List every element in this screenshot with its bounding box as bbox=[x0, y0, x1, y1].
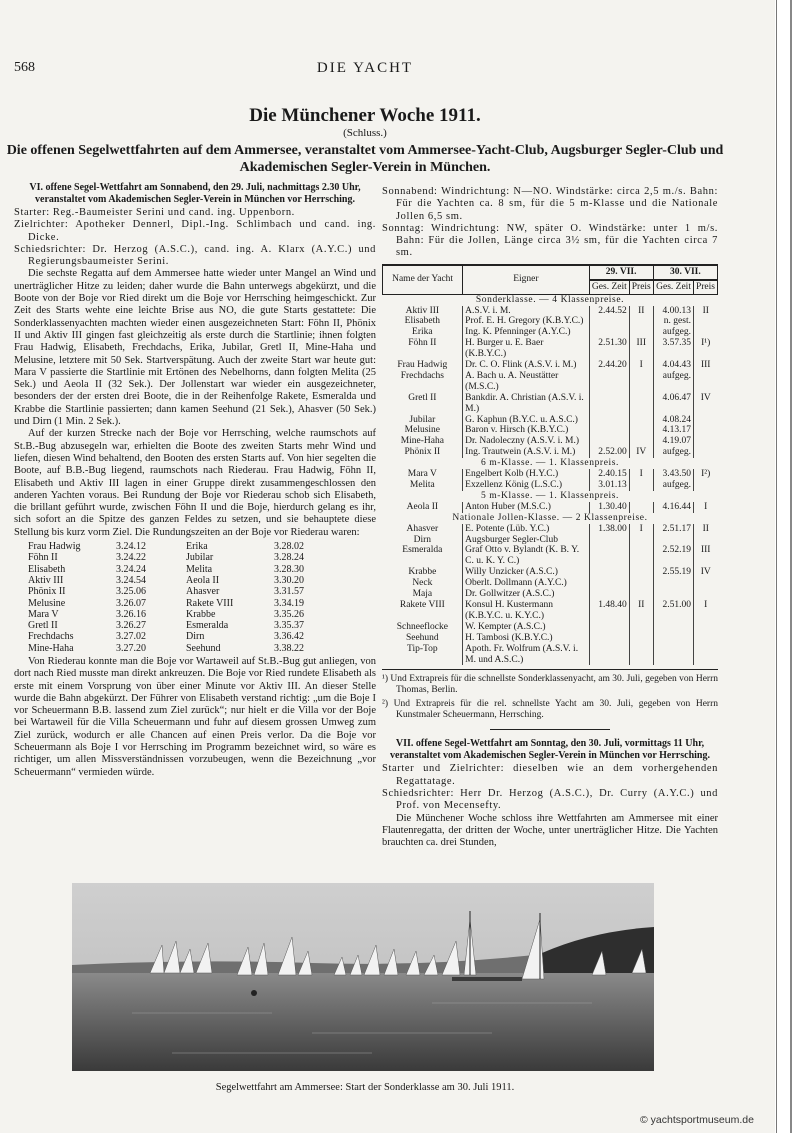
time-30-jul: aufgeg. bbox=[653, 371, 693, 393]
watermark: © yachtsportmuseum.de bbox=[640, 1114, 754, 1126]
col-header-date: 29. VII. bbox=[589, 265, 653, 280]
time-29-jul: 1.38.00 bbox=[589, 524, 629, 535]
prize-29-jul: I bbox=[629, 524, 653, 535]
time-29-jul bbox=[589, 622, 629, 633]
result-row bbox=[383, 327, 718, 338]
time-29-jul bbox=[589, 545, 629, 567]
yacht-name: Jubilar bbox=[186, 552, 214, 564]
time-30-jul: 2.52.19 bbox=[653, 545, 693, 567]
time-30-jul: 3.57.35 bbox=[653, 338, 693, 360]
result-row bbox=[383, 480, 718, 491]
result-row bbox=[383, 425, 718, 436]
prize-30-jul: IV bbox=[693, 567, 717, 578]
result-row bbox=[383, 545, 718, 567]
result-row bbox=[383, 469, 718, 480]
owner: Apoth. Fr. Wolfrum (A.S.V. i. M. und A.S.C.) bbox=[463, 644, 589, 666]
paragraph: Die Münchener Woche schloss ihre Wettfahrten am Ammersee mit einer Flautenregatta, der dritten der Woche, unter unerträglicher Hitze. Die Yachten brauchten ca. drei Stunden, bbox=[382, 812, 718, 849]
prize-30-jul: III bbox=[693, 545, 717, 567]
zielrichter-line: Zielrichter: Apotheker Dennerl, Dipl.-Ing. Schlimbach und cand. ing. Dicke. bbox=[14, 219, 376, 243]
time-29-jul bbox=[589, 567, 629, 578]
rounding-row bbox=[28, 564, 344, 575]
result-row bbox=[383, 393, 718, 415]
result-row bbox=[383, 447, 718, 458]
sailboats-image bbox=[72, 883, 654, 1071]
owner: Dr. Gollwitzer (A.S.C.) bbox=[463, 589, 589, 600]
owner: H. Burger u. E. Baer (K.B.Y.C.) bbox=[463, 338, 589, 360]
prize-29-jul: III bbox=[629, 338, 653, 360]
time-29-jul: 1.48.40 bbox=[589, 600, 629, 622]
prize-30-jul bbox=[693, 447, 717, 458]
rounding-row bbox=[28, 643, 344, 654]
yacht-name: Aeola II bbox=[406, 501, 439, 512]
col-header-owner: Eigner bbox=[463, 265, 589, 294]
yacht-name: Esmeralda bbox=[402, 545, 443, 556]
time-29-jul: 2.51.30 bbox=[589, 338, 629, 360]
result-row bbox=[383, 338, 718, 360]
prize-29-jul: IV bbox=[629, 447, 653, 458]
time-29-jul bbox=[589, 371, 629, 393]
rounding-time: 3.34.19 bbox=[274, 597, 304, 609]
yacht-name: Seehund bbox=[405, 632, 439, 643]
yacht-name: Rakete VIII bbox=[399, 599, 445, 610]
rounding-time: 3.28.24 bbox=[274, 552, 304, 564]
race-heading: VI. offene Segel-Wettfahrt am Sonnabend, den 29. Juli, nachmittags 2.30 Uhr, veranstaltet vom Akademischen Segler-Verein in München vor Herrsching. bbox=[29, 182, 361, 205]
rounding-row bbox=[28, 575, 344, 586]
prize-30-jul bbox=[693, 436, 717, 447]
result-row bbox=[383, 415, 718, 426]
prize-29-jul: I bbox=[629, 469, 653, 480]
starter-line: Starter: Reg.-Baumeister Serini und cand. ing. Uppenborn. bbox=[14, 207, 295, 218]
rounding-time: 3.31.57 bbox=[274, 586, 304, 598]
yacht-name: Dirn bbox=[186, 631, 205, 643]
regatta-photo bbox=[72, 883, 654, 1071]
time-30-jul: aufgeg. bbox=[653, 327, 693, 338]
time-30-jul: 4.00.13 bbox=[653, 306, 693, 317]
time-30-jul bbox=[653, 622, 693, 633]
running-head: DIE YACHT bbox=[316, 60, 414, 76]
prize-29-jul bbox=[629, 578, 653, 589]
footnote: ¹) Und Extrapreis für die schnellste Sonderklassenyacht, am 30. Juli, gegeben von Herrn Thomas, Berlin. bbox=[382, 674, 718, 696]
result-row bbox=[383, 633, 718, 644]
yacht-name: Elisabeth bbox=[28, 563, 66, 575]
prize-30-jul: III bbox=[693, 360, 717, 371]
prize-29-jul bbox=[629, 589, 653, 600]
yacht-name: Neck bbox=[412, 578, 433, 589]
article-title: Die Münchener Woche 1911. bbox=[249, 105, 481, 126]
owner: Konsul H. Kustermann (K.B.Y.C. u. K.Y.C.) bbox=[463, 600, 589, 622]
time-29-jul bbox=[589, 415, 629, 426]
divider bbox=[382, 669, 718, 670]
yacht-name: Maja bbox=[412, 589, 433, 600]
prize-29-jul bbox=[629, 393, 653, 415]
rounding-time: 3.26.27 bbox=[116, 620, 146, 632]
rounding-time: 3.28.02 bbox=[274, 541, 304, 553]
prize-30-jul: I¹) bbox=[693, 338, 717, 360]
prize-30-jul: II bbox=[693, 524, 717, 535]
class-heading-row bbox=[383, 491, 718, 502]
yacht-name: Melita bbox=[186, 563, 213, 575]
results-table bbox=[382, 264, 718, 666]
time-30-jul bbox=[653, 578, 693, 589]
time-29-jul bbox=[589, 578, 629, 589]
time-30-jul: 4.19.07 bbox=[653, 436, 693, 447]
time-30-jul: 4.04.43 bbox=[653, 360, 693, 371]
time-29-jul bbox=[589, 644, 629, 666]
right-column bbox=[382, 186, 718, 849]
rounding-time: 3.27.02 bbox=[116, 631, 146, 643]
class-heading: Sonderklasse. — 4 Klassenpreise. bbox=[475, 294, 625, 305]
time-29-jul bbox=[589, 393, 629, 415]
time-30-jul: 4.06.47 bbox=[653, 393, 693, 415]
owner: W. Kempter (A.S.C.) bbox=[463, 622, 589, 633]
time-30-jul: 4.13.17 bbox=[653, 425, 693, 436]
yacht-name: Frechdachs bbox=[400, 370, 444, 381]
paragraph: Auf der kurzen Strecke nach der Boje vor Herrsching, welche raumschots auf St.B.-Bug abzusegeln war, erhielten die Boote des zweiten Starts mehr Wind und liefen, diesen Wind behaltend, den Booten des ersten Starts auf. Von hier segelten die Boote, auf B.B.-Bug liegend, raumschots nach Riederau. Frau Hadwig, Föhn II, Elisabeth und Aktiv III lagen in einer Gruppe direkt zusammengeschlossen den anderen Yachten voraus. Bei Rundung der Boje vor Riederau schob sich Elisabeth, die brillant geführt wurde, zwischen Föhn II und die Boje, hierdurch gelang es ihr, sich sofort an die Spitze des ganzen Feldes zu setzen, und sie behauptete diese Stellung bis kurz vorm Ziel. Die Rundungszeiten an der Boje vor Riederau waren: bbox=[14, 428, 376, 538]
prize-30-jul bbox=[693, 589, 717, 600]
divider bbox=[490, 729, 610, 730]
time-30-jul: aufgeg. bbox=[653, 447, 693, 458]
time-30-jul: 2.51.17 bbox=[653, 524, 693, 535]
time-29-jul bbox=[589, 316, 629, 327]
time-29-jul bbox=[589, 589, 629, 600]
owner: Ing. Trautwein (A.S.V. i. M.) bbox=[463, 447, 589, 458]
rounding-time: 3.24.24 bbox=[116, 563, 146, 575]
yacht-name: Mara V bbox=[28, 608, 59, 620]
prize-30-jul bbox=[693, 316, 717, 327]
yacht-name: Melusine bbox=[404, 425, 441, 436]
yacht-name: Elisabeth bbox=[404, 316, 441, 327]
prize-29-jul bbox=[629, 644, 653, 666]
time-29-jul: 2.44.20 bbox=[589, 360, 629, 371]
starter-line: Starter und Zielrichter: dieselben wie an dem vorhergehenden Regattatage. bbox=[382, 763, 718, 787]
owner: Ing. K. Pfenninger (A.Y.C.) bbox=[463, 327, 589, 338]
left-column bbox=[14, 182, 376, 779]
page-edge bbox=[776, 0, 777, 1133]
owner: Dr. Nadoleczny (A.S.V. i. M.) bbox=[463, 436, 589, 447]
prize-30-jul bbox=[693, 633, 717, 644]
time-30-jul: n. gest. bbox=[653, 316, 693, 327]
time-30-jul: 4.16.44 bbox=[653, 502, 693, 513]
result-row bbox=[383, 535, 718, 546]
yacht-name: Frechdachs bbox=[28, 631, 74, 643]
owner: Bankdir. A. Christian (A.S.V. i. M.) bbox=[463, 393, 589, 415]
result-row bbox=[383, 589, 718, 600]
rounding-row bbox=[28, 586, 344, 597]
prize-30-jul bbox=[693, 415, 717, 426]
article-subtitle: Die offenen Segelwettfahrten auf dem Ammersee, veranstaltet vom Ammersee-Yacht-Club, Augsburger Segler-Club und Akademischen Segler-Verein in München. bbox=[6, 143, 724, 175]
prize-29-jul bbox=[629, 415, 653, 426]
class-heading-row bbox=[383, 513, 718, 524]
prize-30-jul: I²) bbox=[693, 469, 717, 480]
rounding-time: 3.25.06 bbox=[116, 586, 146, 598]
prize-29-jul bbox=[629, 633, 653, 644]
time-30-jul bbox=[653, 644, 693, 666]
yacht-name: Phönix II bbox=[404, 447, 441, 458]
owner: H. Tambosi (K.B.Y.C.) bbox=[463, 633, 589, 644]
yacht-name: Föhn II bbox=[408, 338, 437, 349]
photo-caption: Segelwettfahrt am Ammersee: Start der Sonderklasse am 30. Juli 1911. bbox=[215, 1082, 515, 1093]
yacht-name: Erika bbox=[186, 541, 208, 553]
result-row bbox=[383, 600, 718, 622]
yacht-name: Frau Hadwig bbox=[397, 360, 448, 371]
class-heading: 6 m-Klasse. — 1. Klassenpreis. bbox=[480, 458, 620, 469]
yacht-name: Krabbe bbox=[186, 608, 216, 620]
schiedsrichter-line: Schiedsrichter: Dr. Herzog (A.S.C.), cand. ing. A. Klarx (A.Y.C.) und Regierungsbaumeister Serini. bbox=[14, 243, 376, 268]
yacht-name: Schneeflocke bbox=[396, 621, 448, 632]
result-row bbox=[383, 578, 718, 589]
yacht-name: Aktiv III bbox=[28, 574, 64, 586]
yacht-name: Tip-Top bbox=[407, 643, 438, 654]
yacht-name: Melusine bbox=[28, 597, 66, 609]
subtitle-note: (Schluss.) bbox=[343, 127, 387, 139]
schiedsrichter-line: Schiedsrichter: Herr Dr. Herzog (A.S.C.), Dr. Curry (A.Y.C.) und Prof. von Mecensefty. bbox=[382, 788, 718, 812]
rounding-time: 3.27.20 bbox=[116, 642, 146, 654]
wind-sonntag: Sonntag: Windrichtung: NW, später O. Windstärke: unter 1 m/s. Bahn: Für die Jollen, Länge circa 3½ sm, für die Yachten circa 7 sm. bbox=[382, 222, 718, 259]
rounding-time: 3.30.20 bbox=[274, 574, 304, 586]
prize-29-jul bbox=[629, 535, 653, 546]
owner: Exzellenz König (L.S.C.) bbox=[463, 480, 589, 491]
time-29-jul bbox=[589, 535, 629, 546]
time-30-jul: 2.55.19 bbox=[653, 567, 693, 578]
yacht-name: Mara V bbox=[407, 469, 437, 480]
rounding-time: 3.24.12 bbox=[116, 541, 146, 553]
prize-29-jul bbox=[629, 425, 653, 436]
prize-30-jul bbox=[693, 578, 717, 589]
class-heading: 5 m-Klasse. — 1. Klassenpreis. bbox=[480, 490, 620, 501]
rounding-time: 3.24.54 bbox=[116, 574, 146, 586]
owner: Augsburger Segler-Club bbox=[463, 535, 589, 546]
result-row bbox=[383, 306, 718, 317]
prize-30-jul bbox=[693, 425, 717, 436]
race-heading: VII. offene Segel-Wettfahrt am Sonntag, den 30. Juli, vormittags 11 Uhr, veranstaltet vom Akademischen Segler-Verein in München vor Herrsching. bbox=[390, 738, 710, 761]
prize-29-jul bbox=[629, 480, 653, 491]
owner: Prof. E. H. Gregory (K.B.Y.C.) bbox=[463, 316, 589, 327]
col-header-time: Ges. Zeit bbox=[589, 280, 629, 294]
col-header-date: 30. VII. bbox=[653, 265, 717, 280]
col-header-prize: Preis bbox=[629, 280, 653, 294]
yacht-name: Mine-Haha bbox=[400, 436, 444, 447]
yacht-name: Esmeralda bbox=[186, 620, 229, 632]
page-number: 568 bbox=[14, 60, 35, 75]
time-29-jul bbox=[589, 436, 629, 447]
owner: Graf Otto v. Bylandt (K. B. Y. C. u. K. Y. C.) bbox=[463, 545, 589, 567]
yacht-name: Aeola II bbox=[186, 574, 220, 586]
class-heading: Nationale Jollen-Klasse. — 2 Klassenpreise. bbox=[452, 512, 648, 523]
prize-30-jul bbox=[693, 480, 717, 491]
rounding-row bbox=[28, 552, 344, 563]
result-row bbox=[383, 436, 718, 447]
prize-29-jul bbox=[629, 567, 653, 578]
time-29-jul bbox=[589, 327, 629, 338]
class-heading-row bbox=[383, 458, 718, 469]
rounding-row bbox=[28, 541, 344, 552]
result-row bbox=[383, 502, 718, 513]
yacht-name: Mine-Haha bbox=[28, 642, 74, 654]
result-row bbox=[383, 524, 718, 535]
prize-29-jul: II bbox=[629, 306, 653, 317]
col-header-prize: Preis bbox=[693, 280, 717, 294]
prize-29-jul bbox=[629, 622, 653, 633]
yacht-name: Frau Hadwig bbox=[28, 541, 81, 553]
paragraph: Von Riederau konnte man die Boje vor Wartaweil auf St.B.-Bug gut anliegen, von dort nach Ried musste man direkt ankreuzen. Die Boje vor Ried rundete Elisabeth als erste mit einem Vorsprung von über einer Minute vor Aktiv III. An dieser Stelle wurde die Bahn abgekürzt. Der Führer von Elisabeth verstand richtig: „um die Boje I vor Scheuermann B.B. lassend zum Ziel zurück“; nur hielt er die Villa vor der Boje bei Wartaweil für die Villa Scheuermann und fuhr auf diesem grossen Umweg zum Ziel zurück, wodurch er alle Chancen auf einen Preis verlor. Da die Boje vor Scheuermann als Boje I vor Herrsching im Programm bezeichnet wird, so wäre es richtiger, um allen Missverständnissen vorzubeugen, wenn die Bezeichnung „vor Scheuermann“ vermieden würde. bbox=[14, 655, 376, 778]
yacht-name: Gretl II bbox=[408, 392, 437, 403]
yacht-name: Melita bbox=[409, 480, 435, 490]
rounding-time: 3.35.26 bbox=[274, 608, 304, 620]
time-30-jul: aufgeg. bbox=[653, 480, 693, 491]
result-row bbox=[383, 360, 718, 371]
yacht-name: Ahasver bbox=[406, 523, 439, 534]
prize-29-jul bbox=[629, 502, 653, 513]
result-row bbox=[383, 316, 718, 327]
time-29-jul: 3.01.13 bbox=[589, 480, 629, 491]
result-row bbox=[383, 567, 718, 578]
owner: A. Bach u. A. Neustätter (M.S.C.) bbox=[463, 371, 589, 393]
prize-29-jul: II bbox=[629, 600, 653, 622]
prize-30-jul bbox=[693, 644, 717, 666]
time-29-jul: 2.40.15 bbox=[589, 469, 629, 480]
yacht-name: Föhn II bbox=[28, 552, 58, 564]
prize-29-jul bbox=[629, 545, 653, 567]
rounding-row bbox=[28, 609, 344, 620]
time-29-jul: 2.52.00 bbox=[589, 447, 629, 458]
yacht-name: Erika bbox=[412, 327, 433, 338]
result-row bbox=[383, 622, 718, 633]
yacht-name: Jubilar bbox=[409, 414, 436, 425]
class-heading-row bbox=[383, 294, 718, 305]
rounding-time: 3.38.22 bbox=[274, 642, 304, 654]
owner: Engelbert Kolb (H.Y.C.) bbox=[463, 469, 589, 480]
result-row bbox=[383, 644, 718, 666]
footnote: ²) Und Extrapreis für die rel. schnellste Yacht am 30. Juli, gegeben von Herrn Kunstmaler Scheuermann, Herrsching. bbox=[382, 699, 718, 721]
col-header-time: Ges. Zeit bbox=[653, 280, 693, 294]
rounding-time: 3.35.37 bbox=[274, 620, 304, 632]
prize-30-jul bbox=[693, 622, 717, 633]
prize-29-jul bbox=[629, 316, 653, 327]
owner: G. Kaphun (B.Y.C. u. A.S.C.) bbox=[463, 415, 589, 426]
yacht-name: Phönix II bbox=[28, 586, 66, 598]
time-29-jul bbox=[589, 633, 629, 644]
prize-30-jul bbox=[693, 371, 717, 393]
yacht-name: Krabbe bbox=[408, 567, 437, 578]
prize-30-jul: IV bbox=[693, 393, 717, 415]
yacht-name: Aktiv III bbox=[405, 305, 440, 316]
col-header-name: Name der Yacht bbox=[383, 265, 463, 294]
time-29-jul: 1.30.40 bbox=[589, 502, 629, 513]
rounding-row bbox=[28, 620, 344, 631]
owner: A.S.V. i. M. bbox=[463, 306, 589, 317]
yacht-name: Gretl II bbox=[28, 620, 58, 632]
rounding-row bbox=[28, 598, 344, 609]
prize-30-jul bbox=[693, 535, 717, 546]
prize-29-jul bbox=[629, 371, 653, 393]
owner: Dr. C. O. Flink (A.S.V. i. M.) bbox=[463, 360, 589, 371]
prize-30-jul: I bbox=[693, 502, 717, 513]
rounding-time: 3.24.22 bbox=[116, 552, 146, 564]
wind-sonnabend: Sonnabend: Windrichtung: N—NO. Windstärke: circa 2,5 m./s. Bahn: Für die Yachten ca. 8 sm, für die 5 m-Klasse und die Nationale Jollen 6,5 sm. bbox=[382, 186, 718, 222]
owner: E. Potente (Lüb. Y.C.) bbox=[463, 524, 589, 535]
rounding-time: 3.36.42 bbox=[274, 631, 304, 643]
prize-30-jul: I bbox=[693, 600, 717, 622]
prize-29-jul bbox=[629, 436, 653, 447]
rounding-time: 3.28.30 bbox=[274, 563, 304, 575]
rounding-times-table bbox=[28, 541, 344, 654]
time-29-jul: 2.44.52 bbox=[589, 306, 629, 317]
owner: Baron v. Hirsch (K.B.Y.C.) bbox=[463, 425, 589, 436]
rounding-time: 3.26.16 bbox=[116, 608, 146, 620]
time-30-jul bbox=[653, 633, 693, 644]
prize-29-jul: I bbox=[629, 360, 653, 371]
rounding-time: 3.26.07 bbox=[116, 597, 146, 609]
time-29-jul bbox=[589, 425, 629, 436]
time-30-jul: 4.08.24 bbox=[653, 415, 693, 426]
yacht-name: Dirn bbox=[413, 534, 432, 545]
prize-29-jul bbox=[629, 327, 653, 338]
prize-30-jul bbox=[693, 327, 717, 338]
owner: Oberlt. Dollmann (A.Y.C.) bbox=[463, 578, 589, 589]
yacht-name: Ahasver bbox=[186, 586, 220, 598]
rounding-row bbox=[28, 631, 344, 642]
time-30-jul bbox=[653, 589, 693, 600]
paragraph: Die sechste Regatta auf dem Ammersee hatte wieder unter Mangel an Wind und unerträglicher Hitze zu leiden; daher wurde die Bahn unterwegs abgekürzt, und die Boote von der Boje vor Ried direkt um die Boje vor Herrsching heimgeschickt. Zur Zeit des Starts wehte eine leichte Brise aus NO, die gute Starts gestattete: Die Sonderklassenyachten machten wieder einen ausgezeichneten Start: Föhn II, Phönix II und Aktiv III gingen fast gleichzeitig als erste durch die Startlinie; ihnen folgten Frau Hadwig, Elisabeth, Frechdachs, Erika, Jubilar, Gretl II, Mine-Haha und Melusine, letztere mit 50 Sek. Startverspätung. Auch der zweite Start war heute gut: Mara V passierte die Startlinie mit Ertönen des Nebelhorns, dann folgten Melita (25 Sek.) und Aeola II (32 Sek.). Der Jollenstart war wieder ein ausgezeichneter, besonders der der ersten drei Boote, die in der Reihenfolge Rakete, Esmeralda und Krabbe die Startlinie passierten; dann kamen Seehund (21 Sek.), Ahasver (50 Sek.) und Dirn (1 Min. 2 Sek.). bbox=[14, 268, 376, 428]
prize-30-jul: II bbox=[693, 306, 717, 317]
time-30-jul bbox=[653, 535, 693, 546]
yacht-name: Seehund bbox=[186, 642, 221, 654]
time-30-jul: 2.51.00 bbox=[653, 600, 693, 622]
page-edge bbox=[790, 0, 792, 1133]
result-row bbox=[383, 371, 718, 393]
owner: Anton Huber (M.S.C.) bbox=[463, 502, 589, 513]
yacht-name: Rakete VIII bbox=[186, 597, 234, 609]
owner: Willy Unzicker (A.S.C.) bbox=[463, 567, 589, 578]
time-30-jul: 3.43.50 bbox=[653, 469, 693, 480]
